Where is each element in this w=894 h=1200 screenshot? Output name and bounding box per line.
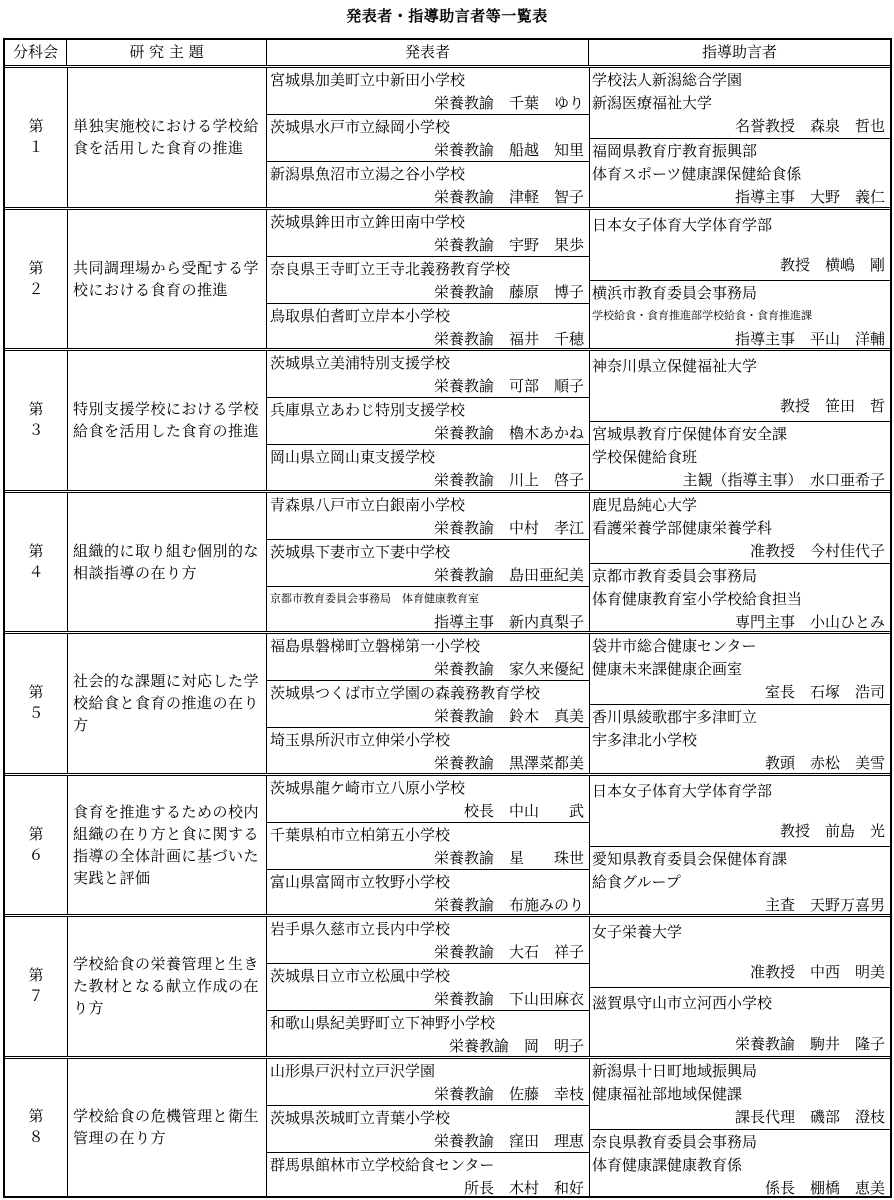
presenter-name: 栄養教諭 家久来優紀 — [433, 660, 584, 678]
presenter-name: 栄養教諭 藤原 博子 — [433, 282, 584, 301]
presenters-cell — [267, 1059, 590, 1197]
advisor-divider — [589, 138, 890, 139]
presenter-affiliation: 富山県富岡市立牧野小学校 — [270, 872, 451, 891]
presenter-affiliation: 福島県磐梯町立磐梯第一小学校 — [270, 637, 481, 655]
advisor-affiliation: 宇多津北小学校 — [592, 731, 698, 749]
session-number-char: ６ — [28, 845, 44, 864]
presenter-affiliation: 青森県八戸市立白銀南小学校 — [270, 495, 466, 514]
presenter-name: 校長 中山 武 — [463, 801, 584, 820]
session-number-char: ８ — [28, 1128, 44, 1147]
advisor-affiliation: 体育健康教育室小学校給食担当 — [592, 589, 803, 608]
presenter-name: 指導主事 新内真梨子 — [433, 612, 584, 631]
presenter-name: 栄養教諭 津軽 智子 — [433, 188, 584, 206]
presenter-affiliation: 京都市教育委員会事務局 体育健康教育室 — [270, 591, 479, 605]
advisor-affiliation: 日本女子体育大学体育学部 — [592, 781, 773, 800]
advisor-name: 准教授 中西 明美 — [749, 963, 885, 981]
advisor-affiliation: 給食グループ — [592, 872, 681, 891]
session-number-char: ４ — [28, 562, 44, 581]
presenters-cell — [267, 210, 590, 349]
presenter-affiliation: 岩手県久慈市立長内中学校 — [270, 920, 451, 938]
advisor-affiliation: 女子栄養大学 — [592, 923, 683, 941]
advisor-affiliation: 健康未来課健康企画室 — [592, 660, 743, 678]
advisor-divider — [589, 563, 890, 564]
session-number-char: ２ — [28, 279, 44, 298]
advisor-affiliation: 香川県綾歌郡宇多津町立 — [592, 708, 758, 726]
presenter-affiliation: 鳥取県伯耆町立岸本小学校 — [270, 306, 451, 325]
presenter-name: 栄養教諭 可部 順子 — [433, 377, 584, 395]
advisor-divider — [589, 704, 890, 705]
presenter-name: 栄養教諭 布施みのり — [433, 895, 584, 914]
session-number — [5, 776, 68, 915]
session-number-char: 第 — [28, 258, 44, 277]
advisors-cell — [589, 210, 890, 349]
session-row — [5, 351, 890, 493]
presenter-affiliation: 山形県戸沢村立戸沢学園 — [270, 1061, 436, 1080]
presenter-name: 栄養教諭 星 珠世 — [433, 848, 584, 867]
research-topic — [67, 776, 267, 915]
research-topic — [67, 634, 267, 773]
advisor-divider — [589, 280, 890, 281]
advisor-name: 教頭 赤松 美雪 — [764, 754, 885, 772]
presenter-name: 栄養教諭 窪田 理恵 — [433, 1131, 584, 1150]
advisors-cell — [589, 493, 890, 632]
presenter-name: 栄養教諭 川上 啓子 — [433, 471, 584, 489]
presenter-divider — [267, 1152, 589, 1153]
presenter-affiliation: 茨城県つくば市立学園の森義務教育学校 — [270, 684, 541, 702]
research-topic-text: 社会的な課題に対応した学校給食と食育の推進の在り方 — [73, 672, 260, 735]
research-topic-text: 組織的に取り組む個別的な相談指導の在り方 — [73, 541, 260, 582]
session-number — [5, 210, 68, 349]
research-topic — [67, 917, 267, 1056]
table-header-row — [5, 40, 890, 68]
research-topic-text: 学校給食の危機管理と衛生管理の在り方 — [73, 1107, 260, 1148]
presenter-name: 栄養教諭 岡 明子 — [448, 1037, 584, 1055]
advisor-affiliation: 学校給食・食育推進部学校給食・食育推進課 — [592, 308, 812, 322]
advisor-divider — [589, 987, 890, 988]
session-number-char: 第 — [28, 541, 44, 560]
advisor-affiliation: 新潟県十日町地域振興局 — [592, 1061, 758, 1080]
presenter-name: 栄養教諭 鈴木 真美 — [433, 707, 584, 725]
advisor-affiliation: 体育健康課健康教育係 — [592, 1155, 743, 1174]
advisor-name: 指導主事 大野 義仁 — [734, 188, 885, 206]
presenter-divider — [267, 161, 589, 162]
advisor-name: 栄養教諭 駒井 隆子 — [734, 1034, 885, 1053]
advisor-affiliation: 福岡県教育庁教育振興部 — [592, 142, 758, 160]
advisors-cell — [589, 351, 890, 490]
presenter-divider — [267, 539, 589, 540]
session-row — [5, 68, 890, 210]
advisor-affiliation: 京都市教育委員会事務局 — [592, 566, 758, 585]
presenter-name: 栄養教諭 千葉 ゆり — [433, 94, 584, 112]
presenter-affiliation: 宮城県加美町立中新田小学校 — [270, 71, 466, 89]
presenters-cell — [267, 634, 590, 773]
advisor-name: 准教授 今村佳代子 — [749, 541, 885, 560]
presenter-name: 栄養教諭 大石 祥子 — [433, 943, 584, 961]
presenter-affiliation: 茨城県水戸市立緑岡小学校 — [270, 118, 451, 136]
session-number-char: １ — [28, 138, 44, 157]
session-number — [5, 1059, 68, 1197]
presenter-divider — [267, 727, 589, 728]
session-number — [5, 68, 68, 207]
research-topic-text: 特別支援学校における学校給食を活用した食育の推進 — [73, 400, 260, 441]
presenter-name: 栄養教諭 福井 千穂 — [433, 329, 584, 348]
advisor-affiliation: 袋井市総合健康センター — [592, 637, 757, 655]
session-number-char: 第 — [28, 1107, 44, 1126]
advisor-affiliation: 新潟医療福祉大学 — [592, 94, 713, 112]
advisor-name: 教授 横嶋 剛 — [779, 255, 885, 274]
presenter-affiliation: 埼玉県所沢市立伸栄小学校 — [270, 731, 451, 749]
presenters-cell — [267, 917, 590, 1056]
presenter-divider — [267, 114, 589, 115]
session-number-char: ５ — [28, 704, 44, 723]
advisor-name: 教授 笹田 哲 — [779, 397, 885, 415]
advisor-name: 課長代理 磯部 澄枝 — [734, 1107, 885, 1126]
advisor-affiliation: 日本女子体育大学体育学部 — [592, 215, 773, 234]
presenter-divider — [267, 963, 589, 964]
advisor-affiliation: 横浜市教育委員会事務局 — [592, 283, 758, 302]
advisors-cell — [589, 917, 890, 1056]
presenter-name: 栄養教諭 櫓木あかね — [433, 424, 584, 442]
header-topic: 研 究 主 題 — [67, 40, 267, 65]
session-number-char: 第 — [28, 966, 44, 985]
presenter-name: 栄養教諭 島田亜紀美 — [433, 565, 584, 584]
research-topic-text: 学校給食の栄養管理と生きた教材となる献立作成の在り方 — [73, 955, 260, 1018]
session-number-char: 第 — [28, 117, 44, 136]
session-number-char: 第 — [28, 683, 44, 702]
advisor-affiliation: 学校法人新潟総合学園 — [592, 71, 743, 89]
presenter-affiliation: 茨城県下妻市立下妻中学校 — [270, 542, 451, 561]
advisors-cell — [589, 1059, 890, 1197]
presenter-name: 栄養教諭 黒澤菜都美 — [433, 754, 584, 772]
research-topic — [67, 493, 267, 632]
presenter-divider — [267, 822, 589, 823]
presenter-affiliation: 茨城県龍ケ崎市立八原小学校 — [270, 778, 466, 797]
presenter-affiliation: 岡山県立岡山東支援学校 — [270, 448, 436, 466]
session-number — [5, 351, 68, 490]
advisor-divider — [589, 1129, 890, 1130]
presenters-cell — [267, 68, 590, 207]
presenter-affiliation: 兵庫県立あわじ特別支援学校 — [270, 401, 466, 419]
advisor-affiliation: 愛知県教育委員会保健体育課 — [592, 849, 788, 868]
advisor-name: 室長 石塚 浩司 — [764, 683, 885, 701]
presenters-cell — [267, 493, 590, 632]
header-advisors: 指導助言者 — [701, 43, 777, 61]
advisor-affiliation: 鹿児島純心大学 — [592, 495, 698, 514]
session-number-char: ７ — [28, 987, 44, 1006]
presenter-affiliation: 奈良県王寺町立王寺北義務教育学校 — [270, 259, 511, 278]
presenter-name: 栄養教諭 中村 孝江 — [433, 518, 584, 537]
advisor-name: 専門主事 小山ひとみ — [734, 612, 885, 631]
advisor-divider — [589, 421, 890, 422]
research-topic — [67, 1059, 267, 1197]
presenter-divider — [267, 586, 589, 587]
research-topic-text: 単独実施校における学校給食を活用した食育の推進 — [73, 117, 260, 158]
advisor-affiliation: 神奈川県立保健福祉大学 — [592, 357, 758, 375]
session-row — [5, 1059, 890, 1197]
presenters-cell — [267, 776, 590, 915]
presenter-affiliation: 群馬県館林市立学校給食センター — [270, 1155, 495, 1174]
advisor-divider — [589, 846, 890, 847]
session-number-char: ３ — [28, 421, 44, 440]
presenter-divider — [267, 256, 589, 257]
research-topic-text: 共同調理場から受配する学校における食育の推進 — [73, 258, 260, 299]
advisor-affiliation: 滋賀県守山市立河西小学校 — [592, 994, 773, 1012]
presenter-divider — [267, 680, 589, 681]
presenter-affiliation: 茨城県茨城町立青葉小学校 — [270, 1108, 451, 1127]
presenters-cell — [267, 351, 590, 490]
presenter-name: 栄養教諭 宇野 果歩 — [433, 235, 584, 254]
header-presenters: 発表者 — [267, 40, 589, 65]
research-topic — [67, 68, 267, 207]
presenter-advisor-table — [3, 38, 892, 1198]
session-row — [5, 210, 890, 352]
advisors-cell — [589, 68, 890, 207]
session-number — [5, 634, 68, 773]
advisor-name: 名誉教授 森泉 哲也 — [734, 117, 885, 135]
presenter-affiliation: 和歌山県紀美野町立下神野小学校 — [270, 1014, 496, 1032]
presenter-divider — [267, 1105, 589, 1106]
presenter-affiliation: 新潟県魚沼市立湯之谷小学校 — [270, 165, 466, 183]
advisor-affiliation: 宮城県教育庁保健体育安全課 — [592, 425, 788, 443]
session-number-char: 第 — [28, 824, 44, 843]
advisor-affiliation: 奈良県教育委員会事務局 — [592, 1132, 758, 1151]
advisor-affiliation: 健康福祉部地域保健課 — [592, 1084, 743, 1103]
presenter-divider — [267, 1010, 589, 1011]
session-row — [5, 776, 890, 918]
advisor-affiliation: 学校保健給食班 — [592, 448, 698, 466]
session-row — [5, 634, 890, 776]
session-row — [5, 917, 890, 1059]
session-row — [5, 493, 890, 635]
presenter-divider — [267, 444, 589, 445]
research-topic-text: 食育を推進するための校内組織の在り方と食に関する指導の全体計画に基づいた実践と評価 — [73, 802, 260, 887]
presenter-name: 所長 木村 和好 — [463, 1178, 584, 1197]
advisors-cell — [589, 634, 890, 773]
presenter-divider — [267, 869, 589, 870]
session-number-char: 第 — [28, 400, 44, 419]
advisor-affiliation: 看護栄養学部健康栄養学科 — [592, 518, 773, 537]
session-number — [5, 917, 68, 1056]
presenter-name: 栄養教諭 下山田麻衣 — [433, 990, 584, 1008]
presenter-name: 栄養教諭 佐藤 幸枝 — [433, 1084, 584, 1103]
page-title: 発表者・指導助言者等一覧表 — [346, 7, 548, 25]
advisors-cell — [589, 776, 890, 915]
session-number — [5, 493, 68, 632]
advisor-name: 指導主事 平山 洋輔 — [734, 329, 885, 348]
presenter-affiliation: 茨城県日立市立松風中学校 — [270, 967, 451, 985]
advisor-name: 教授 前島 光 — [779, 821, 885, 840]
presenter-affiliation: 茨城県鉾田市立鉾田南中学校 — [270, 212, 466, 231]
advisor-name: 主観（指導主事） 水口亜希子 — [682, 471, 885, 489]
header-session: 分科会 — [5, 40, 67, 65]
presenter-affiliation: 千葉県柏市立柏第五小学校 — [270, 825, 451, 844]
research-topic — [67, 351, 267, 490]
advisor-affiliation: 体育スポーツ健康課保健給食係 — [592, 165, 802, 183]
presenter-name: 栄養教諭 船越 知里 — [433, 141, 584, 159]
presenter-divider — [267, 397, 589, 398]
presenter-affiliation: 茨城県立美浦特別支援学校 — [270, 354, 451, 372]
research-topic — [67, 210, 267, 349]
advisor-name: 係長 棚橋 恵美 — [764, 1178, 885, 1197]
advisor-name: 主査 天野万喜男 — [764, 895, 885, 914]
presenter-divider — [267, 303, 589, 304]
